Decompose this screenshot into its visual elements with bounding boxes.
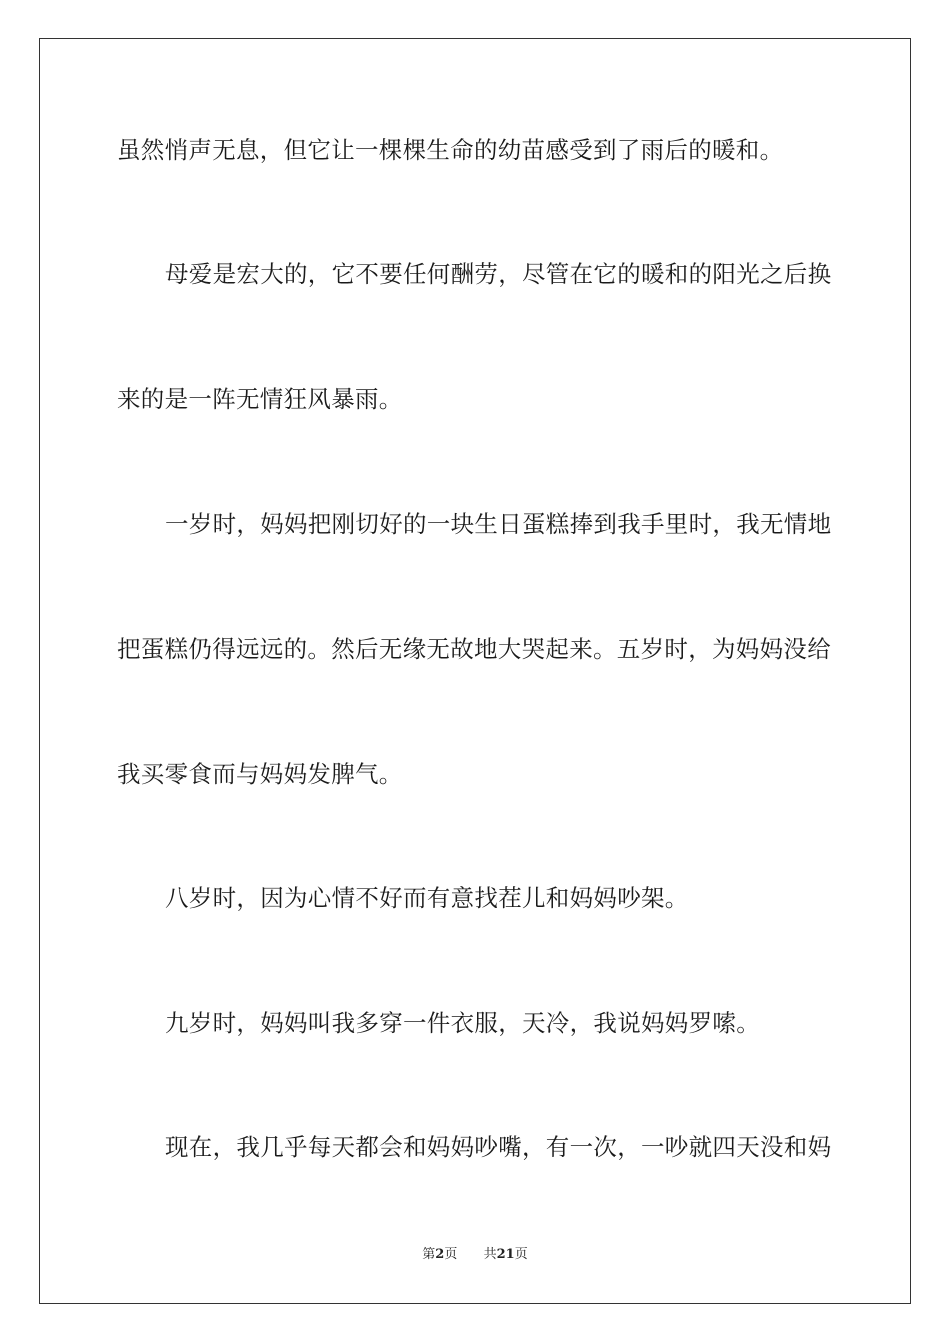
paragraph-line-1: 虽然悄声无息，但它让一棵棵生命的幼苗感受到了雨后的暖和。 <box>117 136 784 164</box>
paragraph-line-4: 一岁时，妈妈把刚切好的一块生日蛋糕捧到我手里时，我无情地 <box>165 510 832 538</box>
page-border <box>39 38 911 1304</box>
paragraph-line-6: 我买零食而与妈妈发脾气。 <box>117 760 403 788</box>
paragraph-line-9: 现在，我几乎每天都会和妈妈吵嘴，有一次，一吵就四天没和妈 <box>165 1133 832 1161</box>
paragraph-line-3: 来的是一阵无情狂风暴雨。 <box>117 385 403 413</box>
page-footer <box>0 1246 950 1264</box>
paragraph-line-8: 九岁时，妈妈叫我多穿一件衣服，天冷，我说妈妈罗嗦。 <box>165 1009 760 1037</box>
paragraph-line-7: 八岁时，因为心情不好而有意找茬儿和妈妈吵架。 <box>165 884 689 912</box>
paragraph-line-2: 母爱是宏大的，它不要任何酬劳，尽管在它的暖和的阳光之后换 <box>165 260 832 288</box>
paragraph-line-5: 把蛋糕仍得远远的。然后无缘无故地大哭起来。五岁时，为妈妈没给 <box>117 635 831 663</box>
page-total: 共21页 <box>483 1247 528 1262</box>
page-number: 第2页 <box>422 1247 458 1262</box>
